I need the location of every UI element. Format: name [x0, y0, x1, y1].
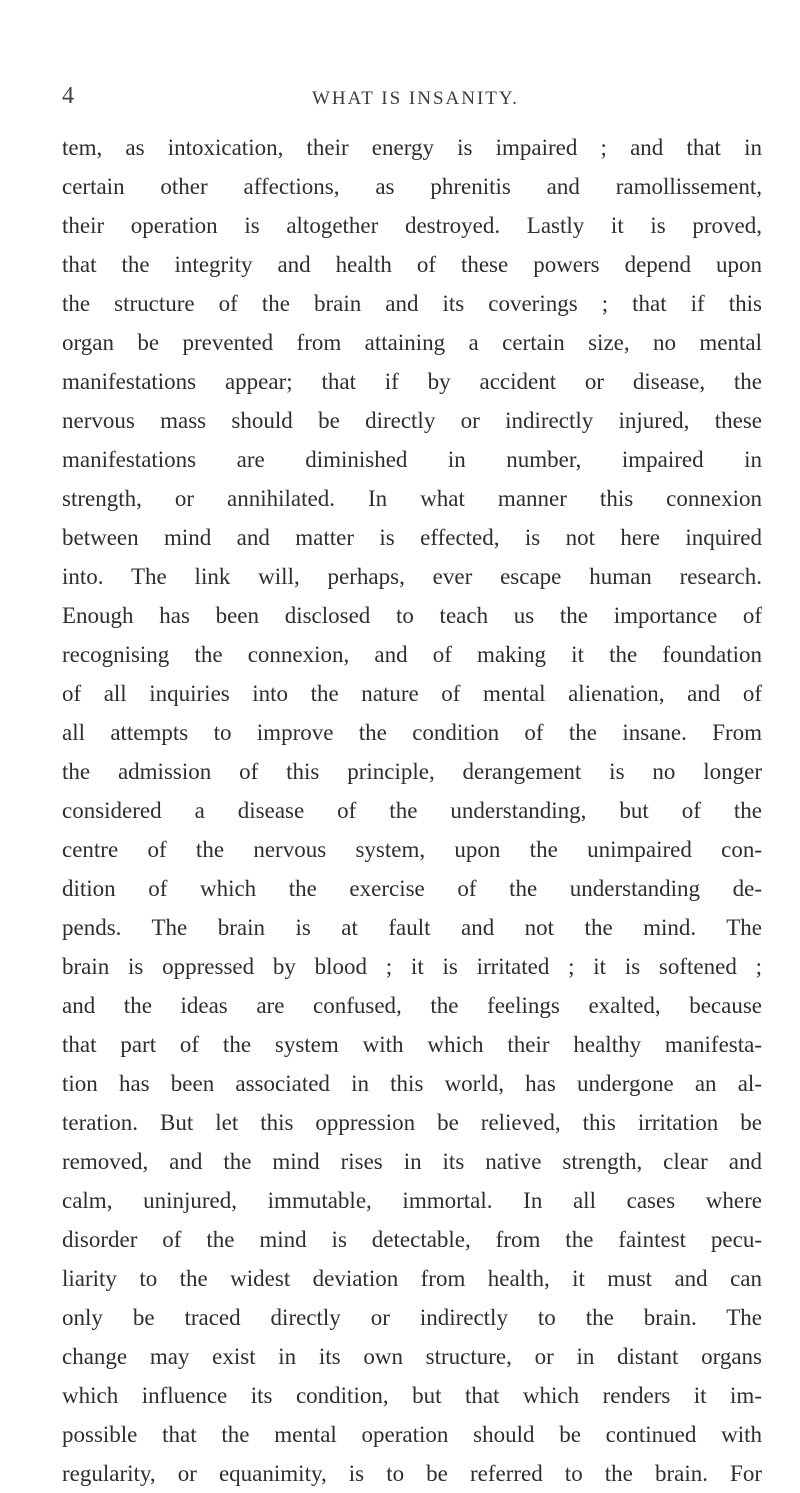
text-line: that the integrity and health of these powers depend upon — [62, 252, 762, 277]
text-line: disorder of the mind is detectable, from the faintest pecu- — [62, 1227, 762, 1252]
text-line: which influence its condition, but that which renders it im- — [62, 1383, 762, 1408]
text-line: pends. The brain is at fault and not the mind. The — [62, 915, 762, 940]
text-line: the structure of the brain and its coverings ; that if this — [62, 291, 762, 316]
page-number: 4 — [62, 83, 74, 109]
text-line: of all inquiries into the nature of mental alienation, and of — [62, 681, 762, 706]
text-line: strength, or annihilated. In what manner this connexion — [62, 486, 762, 511]
text-line: their operation is altogether destroyed. Lastly it is proved, — [62, 213, 762, 238]
text-line: recognising the connexion, and of making it the foundation — [62, 642, 762, 667]
text-line: Enough has been disclosed to teach us the importance of — [62, 603, 762, 628]
text-line: liarity to the widest deviation from health, it must and can — [62, 1266, 762, 1291]
text-line: considered a disease of the understanding, but of the — [62, 798, 762, 823]
running-head: WHAT IS INSANITY. — [312, 88, 519, 109]
text-line: teration. But let this oppression be relieved, this irritation be — [62, 1110, 762, 1135]
text-line: only be traced directly or indirectly to the brain. The — [62, 1305, 762, 1330]
text-line: possible that the mental operation should be continued with — [62, 1422, 762, 1447]
text-line: all attempts to improve the condition of the insane. From — [62, 720, 762, 745]
text-line: certain other affections, as phrenitis and ramollissement, — [62, 174, 762, 199]
text-line: tion has been associated in this world, has undergone an al- — [62, 1071, 762, 1096]
text-line: tem, as intoxication, their energy is impaired ; and that in — [62, 135, 762, 160]
text-line: dition of which the exercise of the understanding de- — [62, 876, 762, 901]
text-line: the admission of this principle, derangement is no longer — [62, 759, 762, 784]
text-line: and the ideas are confused, the feelings exalted, because — [62, 993, 762, 1018]
text-line: manifestations are diminished in number, impaired in — [62, 447, 762, 472]
text-line: centre of the nervous system, upon the unimpaired con- — [62, 837, 762, 862]
text-line: calm, uninjured, immutable, immortal. In all cases where — [62, 1188, 762, 1213]
body-text — [62, 128, 762, 1493]
text-line: change may exist in its own structure, or in distant organs — [62, 1344, 762, 1369]
text-line: removed, and the mind rises in its native strength, clear and — [62, 1149, 762, 1174]
text-line: organ be prevented from attaining a certain size, no mental — [62, 330, 762, 355]
page-header — [62, 84, 762, 114]
text-line: nervous mass should be directly or indirectly injured, these — [62, 408, 762, 433]
text-line: into. The link will, perhaps, ever escape human research. — [62, 564, 762, 589]
text-line: regularity, or equanimity, is to be referred to the brain. For — [62, 1461, 762, 1486]
text-line: manifestations appear; that if by accident or disease, the — [62, 369, 762, 394]
text-line: that part of the system with which their healthy manifesta- — [62, 1032, 762, 1057]
text-line: between mind and matter is effected, is not here inquired — [62, 525, 762, 550]
text-line: brain is oppressed by blood ; it is irritated ; it is softened ; — [62, 954, 762, 979]
